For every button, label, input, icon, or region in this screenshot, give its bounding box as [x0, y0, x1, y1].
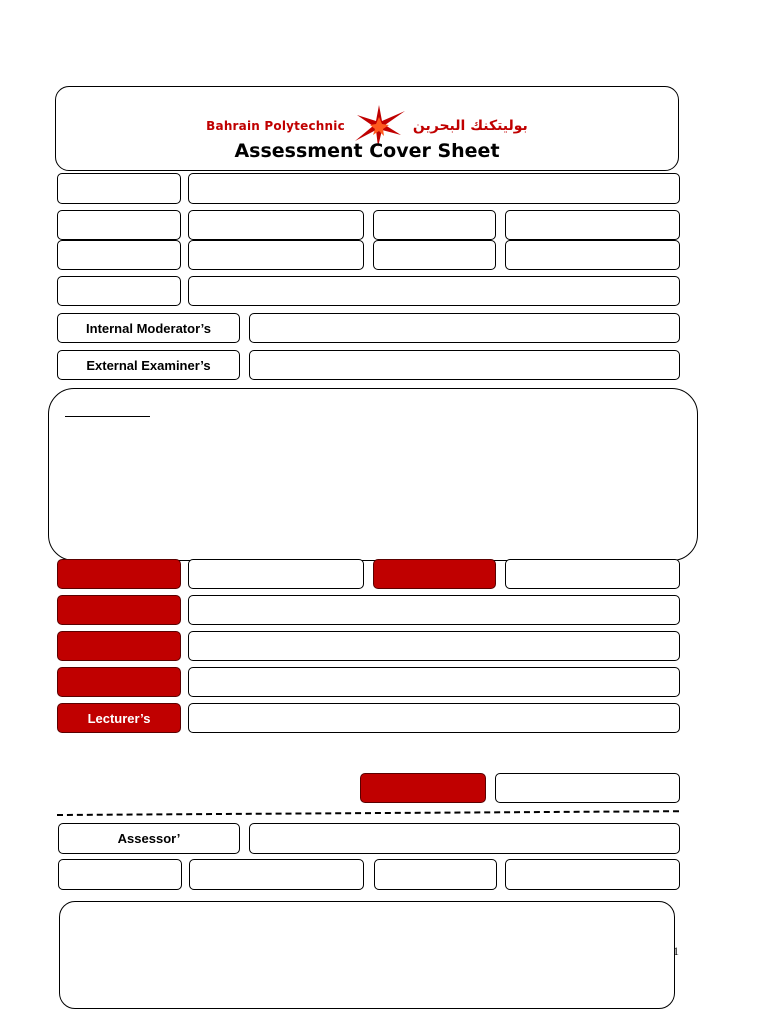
text-field[interactable] [505, 240, 680, 270]
red-label-box [360, 773, 486, 803]
internal-moderator-label: Internal Moderator’s [57, 313, 240, 343]
lecturer-label: Lecturer’s [57, 703, 181, 733]
cut-line [57, 810, 679, 816]
external-examiner-field[interactable] [249, 350, 680, 380]
assessor-label: Assessor’ [58, 823, 240, 854]
red-label-box [373, 559, 496, 589]
text-field[interactable] [495, 773, 680, 803]
assessor-field[interactable] [249, 823, 680, 854]
red-label-box [57, 667, 181, 697]
text-field[interactable] [188, 210, 364, 240]
text-field[interactable] [188, 631, 680, 661]
heading-underline [65, 416, 150, 417]
text-field[interactable] [505, 859, 680, 890]
red-label-box [57, 595, 181, 625]
lecturer-field[interactable] [188, 703, 680, 733]
brand-name-english: Bahrain Polytechnic [206, 119, 345, 133]
label-box [373, 210, 496, 240]
red-label-box [57, 559, 181, 589]
red-label-box [57, 631, 181, 661]
text-field[interactable] [188, 173, 680, 204]
page-mark: 1 [673, 944, 679, 958]
label-box [57, 210, 181, 240]
text-field[interactable] [188, 276, 680, 306]
label-box [373, 240, 496, 270]
text-field[interactable] [505, 210, 680, 240]
label-box [374, 859, 497, 890]
receipt-panel [59, 901, 675, 1009]
label-box [57, 276, 181, 306]
label-box [58, 859, 182, 890]
text-field[interactable] [188, 240, 364, 270]
text-field[interactable] [188, 595, 680, 625]
external-examiner-label: External Examiner’s [57, 350, 240, 380]
brand-name-arabic: بوليتكنك البحرين [412, 118, 528, 134]
internal-moderator-field[interactable] [249, 313, 680, 343]
label-box [57, 173, 181, 204]
text-field[interactable] [189, 859, 364, 890]
text-field[interactable] [505, 559, 680, 589]
text-field[interactable] [188, 667, 680, 697]
label-box [57, 240, 181, 270]
cover-sheet-header [55, 86, 679, 171]
instructions-panel [48, 388, 698, 561]
page-title: Assessment Cover Sheet [234, 140, 500, 162]
text-field[interactable] [188, 559, 364, 589]
